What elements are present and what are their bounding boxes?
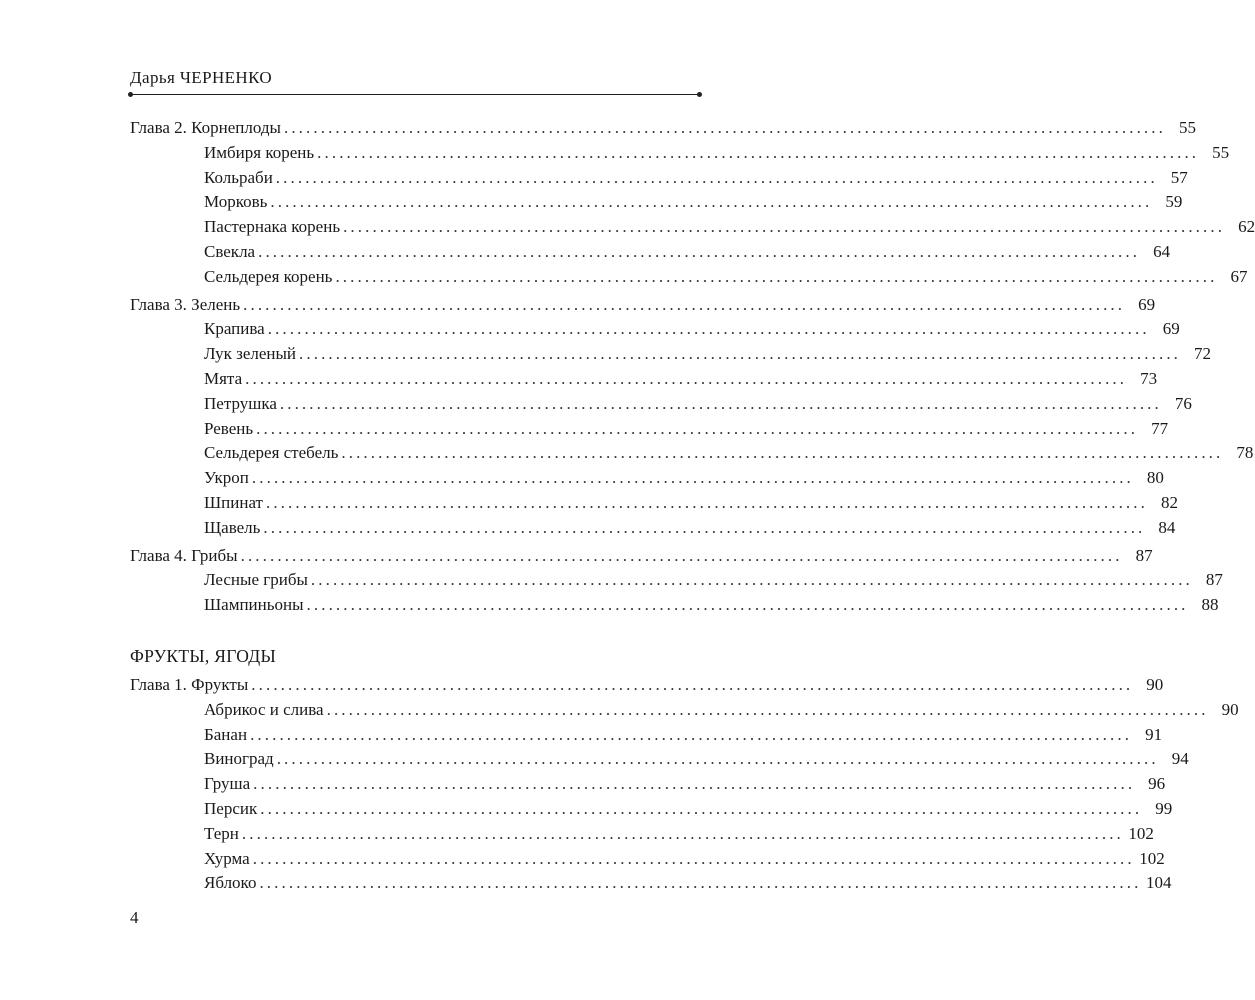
toc-entry-page: 73 xyxy=(1140,368,1158,388)
toc-entry-page: 94 xyxy=(1171,749,1189,769)
toc-entry-title: Глава 3. Зелень xyxy=(130,294,241,314)
dot-leader: ........................................................................................................................ xyxy=(240,545,1123,565)
toc-entry-title: Глава 1. Фрукты xyxy=(130,675,249,694)
toc-entry-title: Шампиньоны xyxy=(204,595,304,615)
toc-entry-title: Сельдерея корень xyxy=(204,266,333,286)
dot-leader: ........................................................................................................................ xyxy=(317,142,1200,162)
dot-leader: ........................................................................................................................ xyxy=(258,241,1141,261)
toc-entry-page: 90 xyxy=(1146,675,1164,694)
toc-entry-page: 67 xyxy=(1230,266,1248,286)
toc-entry-page: 96 xyxy=(1148,774,1166,794)
dot-leader: ........................................................................................................................ xyxy=(343,217,1226,237)
toc-entry-page: 76 xyxy=(1174,393,1192,413)
toc-entry-title: Виноград xyxy=(204,749,274,769)
toc-entry-page: 59 xyxy=(1165,192,1183,212)
dot-leader: ........................................................................................................................ xyxy=(279,393,1162,413)
dot-leader: ........................................................................................................................ xyxy=(241,823,1124,843)
toc-entry-title: Глава 2. Корнеплоды xyxy=(130,118,281,137)
toc-entry-title: Лесные грибы xyxy=(204,570,308,590)
toc-entry-page: 90 xyxy=(1221,699,1239,719)
toc-entry xyxy=(130,392,1192,417)
toc-entry xyxy=(130,190,1183,215)
toc-entry xyxy=(130,466,1164,491)
dot-leader: ........................................................................................................................ xyxy=(243,294,1126,314)
dot-leader: ........................................................................................................................ xyxy=(267,319,1150,339)
toc-entry-page: 102 xyxy=(1139,848,1165,868)
dot-leader: ........................................................................................................................ xyxy=(259,873,1142,893)
dot-leader: ........................................................................................................................ xyxy=(335,266,1218,286)
toc-entry-page: 82 xyxy=(1160,492,1178,512)
toc-entry xyxy=(130,417,1169,442)
toc-entry-page: 99 xyxy=(1155,798,1173,818)
rule-dot-left xyxy=(128,92,133,97)
toc-entry-page: 87 xyxy=(1135,545,1153,565)
toc-entry xyxy=(130,367,1158,392)
toc-entry-title: Хурма xyxy=(204,848,250,868)
dot-leader: ........................................................................................................................ xyxy=(270,192,1153,212)
toc-chapter-entry xyxy=(130,544,1153,569)
toc-chapter-entry xyxy=(130,116,1196,141)
toc-entry-title: Петрушка xyxy=(204,393,277,413)
dot-leader: ........................................................................................................................ xyxy=(263,517,1146,537)
toc-entry xyxy=(130,141,1230,166)
toc-entry xyxy=(130,166,1188,191)
toc-chapter-entry xyxy=(130,293,1156,318)
toc-entry-title: Ревень xyxy=(204,418,254,438)
toc-entry xyxy=(130,797,1173,822)
dot-leader: ........................................................................................................................ xyxy=(253,774,1136,794)
toc-entry xyxy=(130,265,1248,290)
toc-entry-title: Кольраби xyxy=(204,167,273,187)
dot-leader: ........................................................................................................................ xyxy=(245,368,1128,388)
toc-entry-title: Абрикос и слива xyxy=(204,699,324,719)
dot-leader: ........................................................................................................................ xyxy=(306,595,1189,615)
toc-entry xyxy=(130,847,1165,872)
toc-entry-page: 84 xyxy=(1158,517,1176,537)
toc-entry-page: 62 xyxy=(1238,217,1255,237)
running-head: Дарья ЧЕРНЕНКО xyxy=(130,68,273,87)
toc-entry-title: Крапива xyxy=(204,319,265,339)
toc-entry-title: Персик xyxy=(204,798,258,818)
dot-leader: ........................................................................................................................ xyxy=(251,675,1134,694)
toc-entry-title: Морковь xyxy=(204,192,268,212)
toc-entry xyxy=(130,698,1239,723)
toc-entry-page: 102 xyxy=(1128,823,1154,843)
dot-leader: ........................................................................................................................ xyxy=(252,848,1135,868)
dot-leader: ........................................................................................................................ xyxy=(260,798,1143,818)
toc-entry-page: 91 xyxy=(1145,724,1163,744)
toc-entry-page: 55 xyxy=(1212,142,1230,162)
toc-entry-page: 77 xyxy=(1151,418,1169,438)
dot-leader: ........................................................................................................................ xyxy=(275,167,1158,187)
toc-entry xyxy=(130,772,1166,797)
toc-entry-page: 72 xyxy=(1194,344,1212,364)
dot-leader: ........................................................................................................................ xyxy=(326,699,1209,719)
toc-entry-page: 78 xyxy=(1236,443,1254,463)
toc-entry xyxy=(130,822,1154,847)
toc-entry-title: Пастернака корень xyxy=(204,217,341,237)
dot-leader: ........................................................................................................................ xyxy=(250,724,1133,744)
toc-entry-title: Яблоко xyxy=(204,873,257,893)
toc-entry-page: 64 xyxy=(1153,241,1171,261)
toc-entry xyxy=(130,342,1212,367)
toc-entry-page: 57 xyxy=(1170,167,1188,187)
toc-entry xyxy=(130,747,1189,772)
section-title: ФРУКТЫ, ЯГОДЫ xyxy=(130,646,277,666)
toc-entry xyxy=(130,593,1219,618)
toc-entry-title: Имбиря корень xyxy=(204,142,315,162)
toc-entry xyxy=(130,491,1178,516)
toc-entry-title: Свекла xyxy=(204,241,256,261)
page-number: 4 xyxy=(130,908,139,927)
toc-entry xyxy=(130,215,1255,240)
toc-entry-page: 104 xyxy=(1145,873,1172,893)
toc-entry xyxy=(130,723,1163,748)
toc-group-vegetables xyxy=(130,116,1255,618)
toc-entry-title: Глава 4. Грибы xyxy=(130,545,238,565)
toc-entry xyxy=(130,441,1254,466)
dot-leader: ........................................................................................................................ xyxy=(256,418,1139,438)
dot-leader: ........................................................................................................................ xyxy=(341,443,1224,463)
toc-entry xyxy=(130,516,1176,541)
dot-leader: ........................................................................................................................ xyxy=(310,570,1193,590)
toc-group-fruits xyxy=(130,673,1239,896)
toc-chapter-entry xyxy=(130,673,1164,698)
toc-entry-page: 69 xyxy=(1138,294,1156,314)
toc-entry-page: 80 xyxy=(1146,468,1164,488)
dot-leader: ........................................................................................................................ xyxy=(265,492,1148,512)
toc-entry-title: Сельдерея стебель xyxy=(204,443,339,463)
toc-entry-page: 69 xyxy=(1162,319,1180,339)
toc-entry xyxy=(130,240,1171,265)
toc-entry-title: Лук зеленый xyxy=(204,344,297,364)
dot-leader: ........................................................................................................................ xyxy=(283,118,1166,137)
toc-entry-page: 87 xyxy=(1205,570,1223,590)
toc-entry-title: Укроп xyxy=(204,468,249,488)
dot-leader: ........................................................................................................................ xyxy=(299,344,1182,364)
toc-entry-title: Терн xyxy=(204,823,239,843)
toc-entry xyxy=(130,317,1180,342)
toc-entry-title: Банан xyxy=(204,724,248,744)
toc-entry-page: 88 xyxy=(1201,595,1219,615)
toc-entry-title: Груша xyxy=(204,774,251,794)
toc-entry-page: 55 xyxy=(1178,118,1196,137)
header-rule xyxy=(130,94,700,95)
toc-entry-title: Щавель xyxy=(204,517,261,537)
dot-leader: ........................................................................................................................ xyxy=(251,468,1134,488)
toc-entry-title: Мята xyxy=(204,368,243,388)
rule-dot-right xyxy=(697,92,702,97)
toc-entry xyxy=(130,568,1223,593)
toc-entry xyxy=(130,871,1172,896)
toc-entry-title: Шпинат xyxy=(204,492,263,512)
dot-leader: ........................................................................................................................ xyxy=(276,749,1159,769)
